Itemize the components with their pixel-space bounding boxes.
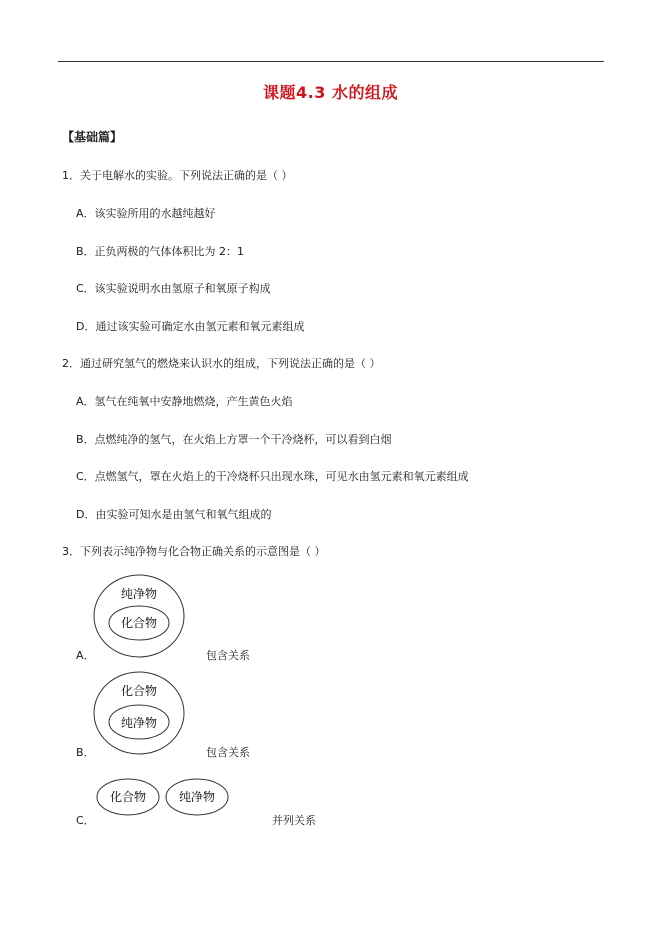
- right-label: 纯净物: [178, 790, 216, 804]
- outer-label: 纯净物: [120, 587, 158, 601]
- inner-label: 化合物: [120, 616, 158, 630]
- option-a-venn-diagram: [92, 573, 186, 659]
- question-1-stem: 1．关于电解水的实验。下列说法正确的是（ ）: [62, 169, 293, 182]
- question-2-option-d: D．由实验可知水是由氢气和氧气组成的: [76, 508, 272, 521]
- question-1-option-c: C．该实验说明水由氢原子和氧原子构成: [76, 282, 271, 295]
- question-2-option-b: B．点燃纯净的氢气，在火焰上方罩一个干冷烧杯，可以看到白烟: [76, 433, 392, 446]
- question-1-option-b: B．正负两极的气体体积比为 2：1: [76, 245, 245, 258]
- option-c-relation: 并列关系: [272, 814, 316, 827]
- question-1-option-d: D．通过该实验可确定水由氢元素和氧元素组成: [76, 320, 305, 333]
- option-b-relation: 包含关系: [206, 746, 250, 759]
- option-a-relation: 包含关系: [206, 649, 250, 662]
- question-2-option-c: C．点燃氢气，罩在火焰上的干冷烧杯只出现水珠，可见水由氢元素和氧元素组成: [76, 470, 469, 483]
- question-2-option-a: A．氢气在纯氧中安静地燃烧，产生黄色火焰: [76, 395, 293, 408]
- question-3-option-b-letter: B．: [76, 746, 95, 759]
- page-title: 课题4.3 水的组成: [263, 83, 398, 102]
- outer-label: 化合物: [120, 684, 158, 698]
- question-1-option-a: A．该实验所用的水越纯越好: [76, 207, 216, 220]
- question-2-stem: 2．通过研究氢气的燃烧来认识水的组成，下列说法正确的是（ ）: [62, 357, 381, 370]
- header-rule: [58, 61, 604, 62]
- option-c-parallel-diagram: [96, 777, 232, 817]
- left-label: 化合物: [109, 790, 147, 804]
- inner-label: 纯净物: [120, 716, 158, 730]
- question-3-option-c-letter: C．: [76, 814, 95, 827]
- question-3-option-a-letter: A．: [76, 649, 95, 662]
- section-heading: 【基础篇】: [62, 130, 123, 144]
- option-b-venn-diagram: [92, 670, 186, 756]
- question-3-stem: 3．下列表示纯净物与化合物正确关系的示意图是（ ）: [62, 545, 326, 558]
